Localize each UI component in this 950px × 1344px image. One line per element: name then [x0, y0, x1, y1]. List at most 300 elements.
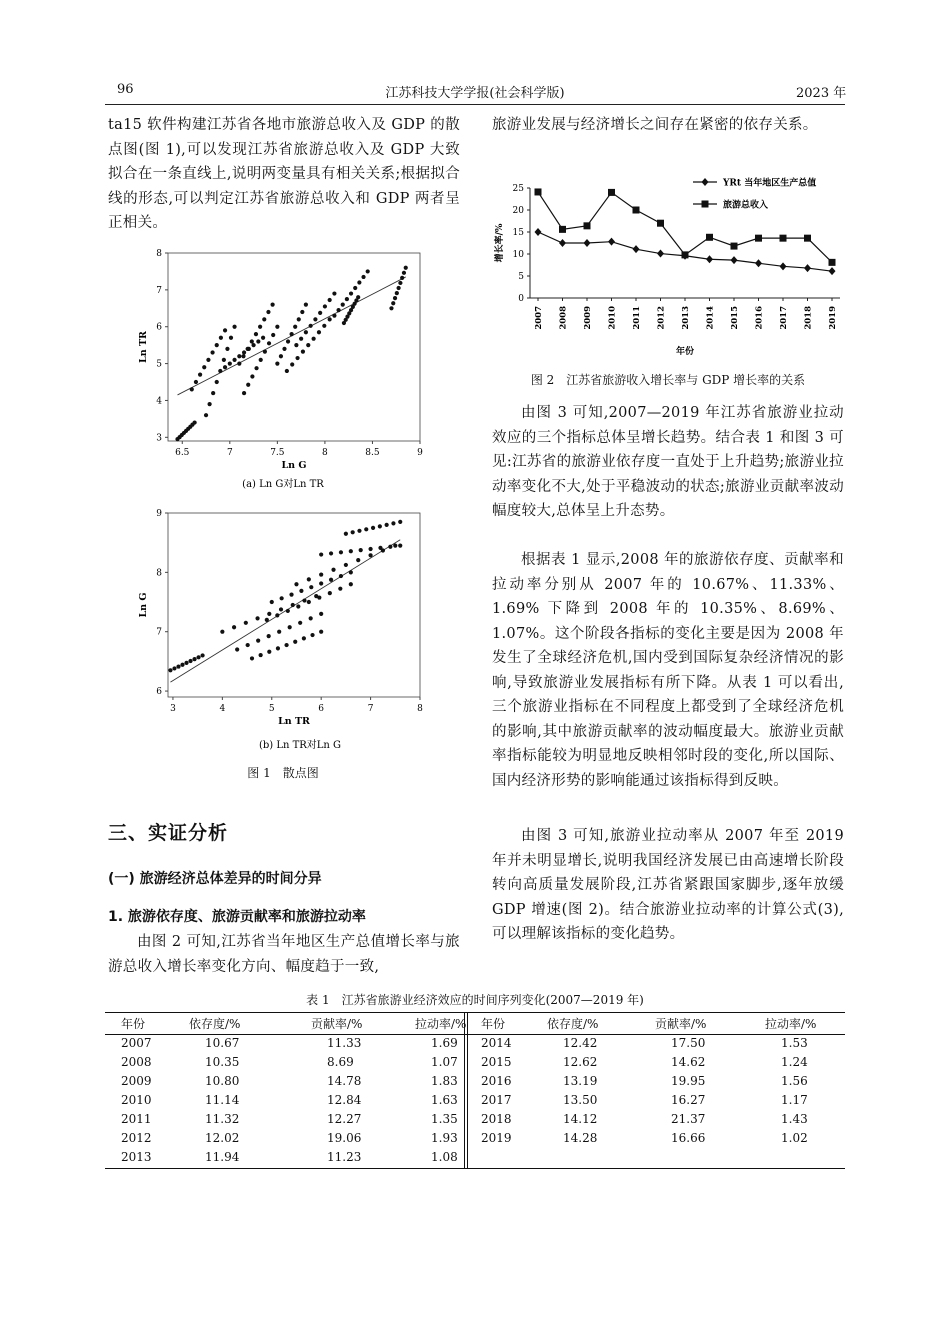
scatter-point: [229, 336, 233, 340]
x-tick-label: 7.5: [270, 448, 285, 458]
scatter-point: [313, 317, 317, 321]
subsection-heading: (一) 旅游经济总体差异的时间分异: [108, 871, 322, 887]
scatter-point: [219, 336, 223, 340]
table-row: [121, 1128, 475, 1147]
data-point: [755, 235, 762, 242]
table-cell: 1.35: [431, 1111, 458, 1126]
table-cell: 2008: [121, 1054, 152, 1069]
scatter-point: [246, 347, 250, 351]
table-cell: 1.53: [781, 1035, 808, 1050]
scatter-point: [263, 350, 267, 354]
scatter-point: [267, 650, 271, 654]
scatter-point: [223, 365, 227, 369]
table-row: [481, 1128, 825, 1147]
x-axis-label: 年份: [675, 347, 695, 357]
scatter-point: [242, 391, 246, 395]
scatter-chart-b: [130, 505, 430, 753]
x-tick-label: 8: [417, 704, 423, 714]
scatter-point: [306, 343, 310, 347]
x-tick-label: 2019: [828, 306, 838, 330]
scatter-point: [378, 546, 382, 550]
data-point: [559, 239, 566, 247]
table-cell: 14.28: [563, 1130, 598, 1145]
scatter-point: [259, 358, 263, 362]
scatter-point: [250, 374, 254, 378]
scatter-point: [294, 582, 298, 586]
intro-paragraph: ta15 软件构建江苏省各地市旅游总收入及 GDP 的散点图(图 1),可以发现江苏省旅游总收入及 GDP 大致拟合在一条直线上,说明两变量具有相关关系;根据拟合线的形态,可以判定江苏省旅游总收入和 GDP 两者呈正相关。: [108, 117, 460, 231]
scatter-point: [259, 653, 263, 657]
scatter-point: [389, 306, 393, 310]
x-tick-label: 2015: [730, 306, 740, 330]
x-tick-label: 2013: [681, 306, 691, 330]
table-top-rule: [105, 1012, 845, 1013]
y-tick-label: 20: [512, 206, 524, 216]
table-cell: 1.08: [431, 1149, 458, 1164]
table-cell: 12.02: [205, 1130, 240, 1145]
scatter-point: [329, 578, 333, 582]
header-year: 2023 年: [796, 86, 847, 101]
table-cell: 13.50: [563, 1092, 598, 1107]
x-tick-label: 2018: [803, 306, 814, 330]
scatter-point: [356, 558, 360, 562]
data-point: [804, 264, 811, 272]
legend-marker: [702, 201, 709, 208]
table-cell: 2009: [121, 1073, 152, 1088]
table-cell: 17.50: [671, 1035, 706, 1050]
scatter-point: [270, 600, 274, 604]
table-cell: 10.80: [205, 1073, 240, 1088]
table-cell: 2016: [481, 1073, 512, 1088]
right-top-paragraph: 旅游业发展与经济增长之间存在紧密的依存关系。: [492, 117, 818, 133]
scatter-point: [357, 529, 361, 533]
x-tick-label: 2016: [754, 306, 765, 330]
scatter-point: [251, 343, 255, 347]
table-cell: 12.62: [563, 1054, 598, 1069]
scatter-point: [246, 383, 250, 387]
scatter-point: [353, 286, 357, 290]
scatter-point: [332, 291, 336, 295]
table-row: [121, 1071, 475, 1090]
scatter-point: [282, 347, 286, 351]
fig2-caption: 图 2 江苏省旅游收入增长率与 GDP 增长率的关系: [530, 373, 806, 387]
x-tick-label: 6.5: [175, 448, 190, 458]
scatter-chart-a: [130, 245, 430, 495]
col-header-dependency: 依存度/%: [189, 1017, 241, 1031]
scatter-point: [328, 591, 332, 595]
scatter-point: [402, 271, 406, 275]
scatter-point: [395, 291, 399, 295]
scatter-point: [298, 621, 302, 625]
scatter-point: [275, 361, 279, 365]
table-cell: 1.02: [781, 1130, 808, 1145]
scatter-point: [323, 304, 327, 308]
scatter-point: [328, 298, 332, 302]
table-cell: 1.43: [781, 1111, 808, 1126]
data-point: [829, 259, 836, 266]
scatter-point: [198, 373, 202, 377]
scatter-point: [344, 563, 348, 567]
table-cell: 19.06: [327, 1130, 362, 1145]
data-point: [706, 255, 713, 263]
data-point: [559, 226, 566, 233]
growth-line-chart: [488, 172, 848, 362]
scatter-point: [329, 551, 333, 555]
legend-label: 旅游总收入: [723, 200, 769, 211]
x-tick-label: 2008: [558, 306, 569, 330]
table-cell: 1.69: [431, 1035, 458, 1050]
scatter-point: [244, 621, 248, 625]
x-tick-label: 7: [226, 448, 233, 458]
data-point: [755, 259, 762, 267]
table-cell: 11.32: [205, 1111, 240, 1126]
scatter-point: [393, 296, 397, 300]
y-tick-label: 15: [512, 228, 524, 238]
scatter-point: [319, 612, 323, 616]
scatter-point: [332, 314, 336, 318]
data-point: [657, 220, 664, 227]
x-tick-label: 8.5: [365, 448, 380, 458]
scatter-point: [250, 339, 254, 343]
col-header-pull: 拉动率/%: [415, 1017, 467, 1031]
scatter-point: [359, 548, 363, 552]
scatter-point: [286, 339, 290, 343]
scatter-point: [280, 596, 284, 600]
y-tick-label: 6: [156, 687, 162, 698]
data-point: [780, 262, 787, 270]
scatter-point: [188, 659, 192, 663]
data-point: [535, 188, 542, 195]
scatter-point: [349, 549, 353, 553]
scatter-point: [246, 643, 250, 647]
table-row: [481, 1052, 825, 1071]
plot-frame: [168, 253, 420, 441]
y-tick-label: 25: [512, 184, 524, 194]
scatter-point: [223, 328, 227, 332]
scatter-point: [289, 593, 293, 597]
scatter-point: [266, 310, 270, 314]
x-tick-label: 4: [219, 704, 226, 714]
x-tick-label: 2007: [534, 306, 544, 330]
scatter-point: [225, 347, 229, 351]
scatter-point: [385, 523, 389, 527]
scatter-point: [168, 668, 172, 672]
x-tick-label: 6: [318, 704, 325, 714]
table-cell: 1.83: [431, 1073, 458, 1088]
table-cell: 1.07: [431, 1054, 458, 1069]
table-cell: 2017: [481, 1092, 512, 1107]
table1-title: 表 1 江苏省旅游业经济效应的时间序列变化(2007—2019 年): [306, 993, 644, 1007]
data-point: [584, 239, 591, 247]
scatter-point: [344, 532, 348, 536]
legend-label: YRt 当年地区生产总值: [723, 178, 817, 189]
scatter-point: [271, 333, 275, 337]
y-tick-label: 3: [156, 433, 162, 444]
table-cell: 14.78: [327, 1073, 362, 1088]
y-tick-label: 0: [518, 294, 524, 304]
scatter-point: [388, 545, 392, 549]
header-rule: [105, 104, 845, 105]
scatter-point: [318, 311, 322, 315]
scatter-point: [301, 350, 305, 354]
table-cell: 1.56: [781, 1073, 808, 1088]
table-bottom-rule: [105, 1168, 845, 1169]
y-axis-label: 增长率/%: [495, 223, 505, 263]
y-tick-label: 8: [156, 568, 162, 579]
y-axis-label: Ln TR: [138, 331, 149, 363]
subcaption-b: (b) Ln TR对Ln G: [258, 740, 342, 751]
subsubsection-heading: 1. 旅游依存度、旅游贡献率和旅游拉动率: [108, 909, 366, 925]
scatter-point: [228, 361, 232, 365]
fig1-caption: 图 1 散点图: [247, 766, 319, 780]
scatter-point: [319, 630, 323, 634]
scatter-point: [261, 336, 265, 340]
x-tick-label: 5: [268, 704, 275, 714]
table-header-row: [481, 1014, 825, 1033]
table-cell: 1.93: [431, 1130, 458, 1145]
y-tick-label: 7: [156, 285, 162, 296]
scatter-point: [256, 639, 260, 643]
scatter-point: [322, 324, 326, 328]
y-tick-label: 8: [156, 249, 162, 259]
table-cell: 11.23: [327, 1149, 362, 1164]
scatter-point: [255, 616, 259, 620]
table-cell: 11.14: [205, 1092, 240, 1107]
data-point: [608, 189, 615, 196]
x-axis-label: Ln TR: [278, 716, 310, 727]
table-header-row: [121, 1014, 475, 1033]
scatter-point: [290, 362, 294, 366]
table-row: [121, 1033, 475, 1052]
col-header-pull: 拉动率/%: [765, 1017, 817, 1031]
x-tick-label: 2017: [779, 306, 789, 330]
scatter-point: [193, 420, 197, 424]
subcaption-a: (a) Ln G对Ln TR: [242, 479, 324, 490]
scatter-point: [368, 553, 372, 557]
scatter-point: [284, 643, 288, 647]
data-point: [682, 251, 689, 258]
scatter-point: [302, 636, 306, 640]
scatter-point: [336, 308, 340, 312]
scatter-point: [194, 380, 198, 384]
col-header-dependency: 依存度/%: [547, 1017, 599, 1031]
scatter-point: [184, 661, 188, 665]
table-cell: 16.66: [671, 1130, 706, 1145]
scatter-point: [307, 600, 311, 604]
scatter-point: [349, 291, 353, 295]
scatter-point: [319, 552, 323, 556]
scatter-point: [279, 354, 283, 358]
table-cell: 2013: [121, 1149, 152, 1164]
table-row: [121, 1090, 475, 1109]
table-cell: 14.62: [671, 1054, 706, 1069]
x-tick-label: 7: [367, 704, 374, 714]
scatter-point: [309, 324, 313, 328]
table-row: [121, 1109, 475, 1128]
scatter-point: [349, 570, 353, 574]
scatter-point: [250, 656, 254, 660]
table-cell: 13.19: [563, 1073, 598, 1088]
scatter-point: [262, 317, 266, 321]
scatter-point: [275, 613, 279, 617]
scatter-point: [304, 303, 308, 307]
scatter-point: [288, 625, 292, 629]
scatter-point: [310, 633, 314, 637]
scatter-point: [265, 618, 269, 622]
scatter-point: [400, 276, 404, 280]
scatter-point: [398, 544, 402, 548]
scatter-point: [294, 343, 298, 347]
table-row: [481, 1033, 825, 1052]
scatter-point: [208, 402, 212, 406]
col-header-year: 年份: [121, 1017, 146, 1031]
data-point: [731, 256, 738, 264]
table-cell: 2015: [481, 1054, 512, 1069]
scatter-point: [364, 527, 368, 531]
scatter-point: [286, 609, 290, 613]
scatter-point: [211, 391, 215, 395]
table-left: [121, 1014, 475, 1166]
scatter-point: [393, 544, 397, 548]
page-number: 96: [117, 82, 134, 97]
scatter-point: [210, 350, 214, 354]
scatter-point: [361, 275, 365, 279]
right-paragraph-3: 由图 3 可知,旅游业拉动率从 2007 年至 2019 年并未明显增长,说明我国经济发展已由高速增长阶段转向高质量发展阶段,江苏省紧跟国家脚步,逐年放缓 GDP 增速(图 2)。结合旅游业拉动率的计算公式(3),可以理解该指标的变化趋势。: [492, 828, 844, 942]
scatter-point: [275, 325, 279, 329]
table-cell: 12.27: [327, 1111, 362, 1126]
x-tick-label: 2012: [656, 306, 667, 330]
scatter-point: [319, 581, 323, 585]
scatter-point: [357, 280, 361, 284]
scatter-point: [293, 325, 297, 329]
scatter-point: [276, 646, 280, 650]
scatter-point: [202, 365, 206, 369]
x-tick-label: 9: [417, 448, 423, 458]
right-paragraph-2: 根据表 1 显示,2008 年的旅游依存度、贡献率和拉动率分别从 2007 年的 10.67%、11.33%、1.69% 下降到 2008 年的 10.35%、8.69%、1.07%。这个阶段各指标的变化主要是因为 2008 年发生了全球经济危机,国内受到国际复杂经济情况的影响,导致旅游业发展指标有所下降。从表 1 可以看出,三个旅游业指标在不同程度上都受到了全球经济危机的影响,其中旅游贡献率的波动幅度最大。旅游业贡献率指标能较为明显地反映相邻时段的变化,所以国际、国内经济形势的影响能通过该指标得到反映。: [492, 552, 844, 789]
scatter-point: [398, 281, 402, 285]
scatter-point: [302, 598, 306, 602]
scatter-point: [222, 358, 226, 362]
data-point: [706, 234, 713, 241]
scatter-point: [366, 269, 370, 273]
data-point: [829, 267, 836, 275]
scatter-point: [378, 524, 382, 528]
x-tick-label: 3: [170, 704, 176, 714]
scatter-point: [371, 526, 375, 530]
table-cell: 21.37: [671, 1111, 706, 1126]
scatter-point: [404, 266, 408, 270]
scatter-point: [391, 301, 395, 305]
y-axis-label: Ln G: [138, 592, 149, 618]
scatter-point: [299, 589, 303, 593]
col-header-contribution: 贡献率/%: [655, 1017, 707, 1031]
scatter-point: [232, 325, 236, 329]
scatter-point: [204, 413, 208, 417]
scatter-point: [295, 356, 299, 360]
scatter-point: [317, 330, 321, 334]
body-paragraph-left: 由图 2 可知,江苏省当年地区生产总值增长率与旅游总收入增长率变化方向、幅度趋于一致,: [108, 934, 460, 975]
scatter-point: [254, 332, 258, 336]
x-tick-label: 2014: [705, 306, 716, 330]
scatter-point: [300, 310, 304, 314]
scatter-point: [398, 520, 402, 524]
x-tick-label: 2011: [632, 306, 642, 330]
table-cell: 12.84: [327, 1092, 362, 1107]
scatter-point: [345, 297, 349, 301]
scatter-point: [232, 358, 236, 362]
scatter-point: [351, 530, 355, 534]
table-row: [481, 1090, 825, 1109]
scatter-point: [267, 341, 271, 345]
scatter-point: [192, 657, 196, 661]
table-cell: 1.24: [781, 1054, 808, 1069]
scatter-point: [349, 582, 353, 586]
scatter-point: [241, 354, 245, 358]
scatter-point: [232, 625, 236, 629]
table-cell: 2018: [481, 1111, 512, 1126]
table-cell: 2012: [121, 1130, 152, 1145]
scatter-point: [297, 317, 301, 321]
legend-marker: [702, 178, 709, 186]
scatter-point: [271, 303, 275, 307]
table-row: [121, 1147, 475, 1166]
scatter-point: [200, 653, 204, 657]
y-tick-label: 6: [156, 322, 162, 333]
scatter-point: [254, 366, 258, 370]
table-cell: 16.27: [671, 1092, 706, 1107]
scatter-point: [237, 361, 241, 365]
table-cell: 12.42: [563, 1035, 598, 1050]
scatter-point: [309, 616, 313, 620]
data-point: [535, 228, 542, 236]
scatter-point: [339, 574, 343, 578]
scatter-point: [391, 521, 395, 525]
table-cell: 11.33: [327, 1035, 362, 1050]
data-point: [633, 207, 640, 214]
x-tick-label: 8: [322, 448, 328, 458]
y-tick-label: 5: [518, 272, 524, 282]
scatter-point: [215, 343, 219, 347]
data-point: [657, 250, 664, 258]
scatter-point: [296, 604, 300, 608]
scatter-point: [242, 350, 246, 354]
table-cell: 19.95: [671, 1073, 706, 1088]
scatter-point: [304, 330, 308, 334]
col-header-contribution: 贡献率/%: [311, 1017, 363, 1031]
table-right: [481, 1014, 825, 1147]
data-point: [608, 238, 615, 246]
scatter-point: [307, 577, 311, 581]
scatter-point: [290, 332, 294, 336]
table-cell: 10.67: [205, 1035, 240, 1050]
table-cell: 1.17: [781, 1092, 808, 1107]
scatter-point: [328, 317, 332, 321]
scatter-point: [258, 325, 262, 329]
table-cell: 2014: [481, 1035, 512, 1050]
table-cell: 2019: [481, 1130, 512, 1145]
scatter-point: [172, 666, 176, 670]
section-heading: 三、实证分析: [108, 822, 229, 844]
scatter-point: [267, 612, 271, 616]
col-header-year: 年份: [481, 1017, 506, 1031]
scatter-point: [218, 369, 222, 373]
scatter-point: [190, 387, 194, 391]
table-row: [481, 1109, 825, 1128]
x-tick-label: 2010: [607, 306, 618, 330]
scatter-point: [368, 547, 372, 551]
table-cell: 8.69: [327, 1054, 354, 1069]
scatter-point: [339, 550, 343, 554]
scatter-point: [341, 303, 345, 307]
